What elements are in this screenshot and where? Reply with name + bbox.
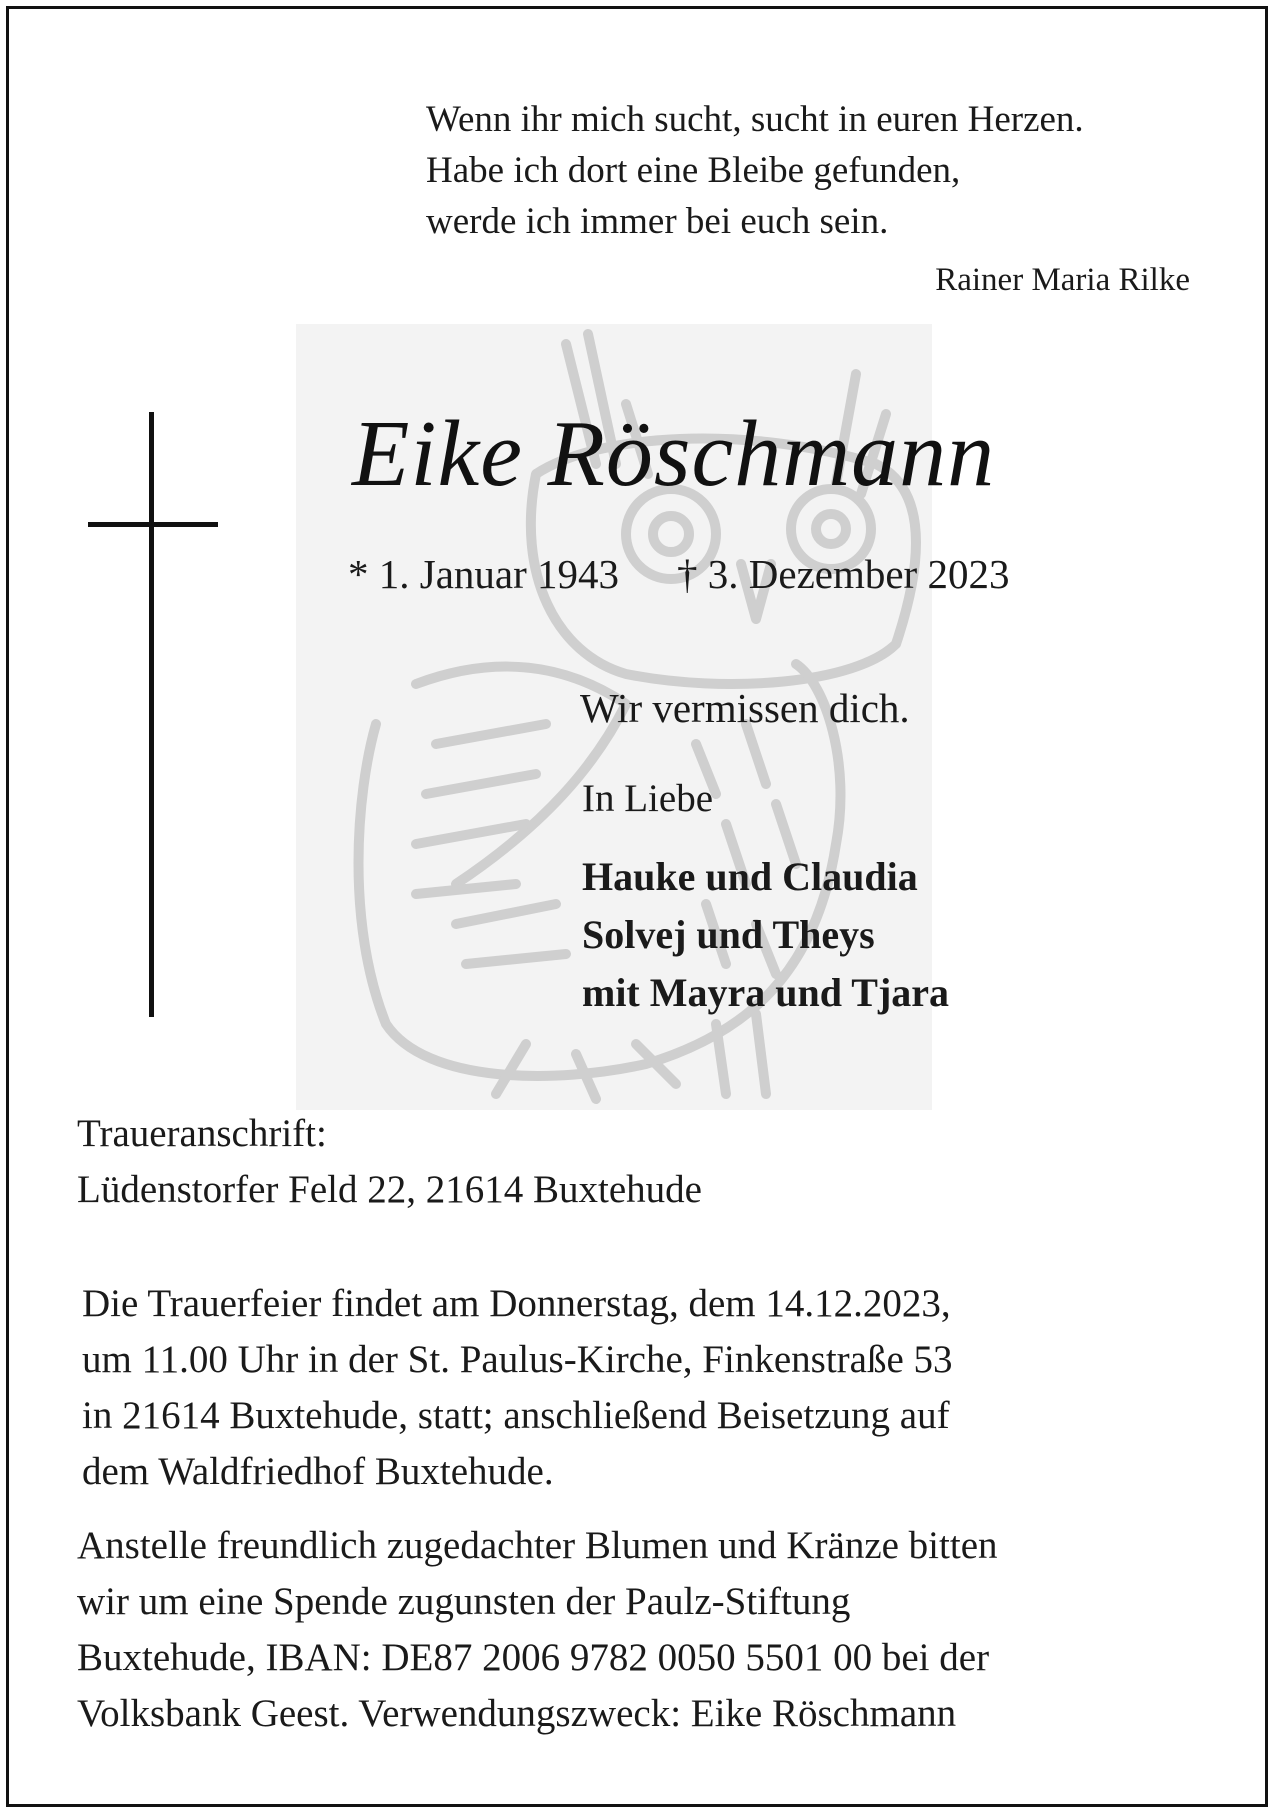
life-dates	[348, 550, 1009, 598]
death-date: † 3. Dezember 2023	[677, 551, 1010, 597]
service-line: um 11.00 Uhr in der St. Paulus-Kirche, Finkenstraße 53	[82, 1338, 953, 1381]
service-line: Die Trauerfeier findet am Donnerstag, dem 14.12.2023,	[82, 1282, 951, 1325]
poem-line: werde ich immer bei euch sein.	[426, 201, 889, 242]
mourning-address	[77, 1106, 702, 1218]
donation-line: Volksbank Geest. Verwendungszweck: Eike Röschmann	[77, 1692, 957, 1735]
mourner-line: Solvej und Theys	[582, 912, 875, 957]
poem-quote	[426, 94, 1084, 247]
address-value: Lüdenstorfer Feld 22, 21614 Buxtehude	[77, 1168, 702, 1211]
birth-date: * 1. Januar 1943	[348, 551, 620, 597]
donation-line: Buxtehude, IBAN: DE87 2006 9782 0050 5501 00 bei der	[77, 1636, 990, 1679]
poem-line: Habe ich dort eine Bleibe gefunden,	[426, 150, 961, 191]
closing-phrase: In Liebe	[582, 777, 714, 820]
donation-request	[77, 1518, 998, 1742]
cross-vertical-bar	[149, 412, 154, 1017]
service-line: dem Waldfriedhof Buxtehude.	[82, 1450, 554, 1493]
funeral-service-info	[82, 1276, 953, 1500]
deceased-name: Eike Röschmann	[352, 402, 996, 506]
cross-horizontal-bar	[88, 522, 218, 527]
mourner-line: mit Mayra und Tjara	[582, 970, 950, 1015]
service-line: in 21614 Buxtehude, statt; anschließend Beisetzung auf	[82, 1394, 950, 1437]
mourners-list	[582, 848, 949, 1022]
address-label: Traueranschrift:	[77, 1112, 327, 1155]
donation-line: Anstelle freundlich zugedachter Blumen und Kränze bitten	[77, 1524, 998, 1567]
poem-author: Rainer Maria Rilke	[935, 262, 1190, 298]
mourner-line: Hauke und Claudia	[582, 854, 918, 899]
cross-icon	[88, 412, 218, 1017]
poem-line: Wenn ihr mich sucht, sucht in euren Herzen.	[426, 99, 1084, 140]
donation-line: wir um eine Spende zugunsten der Paulz-Stiftung	[77, 1580, 851, 1623]
farewell-message: Wir vermissen dich.	[580, 685, 910, 731]
